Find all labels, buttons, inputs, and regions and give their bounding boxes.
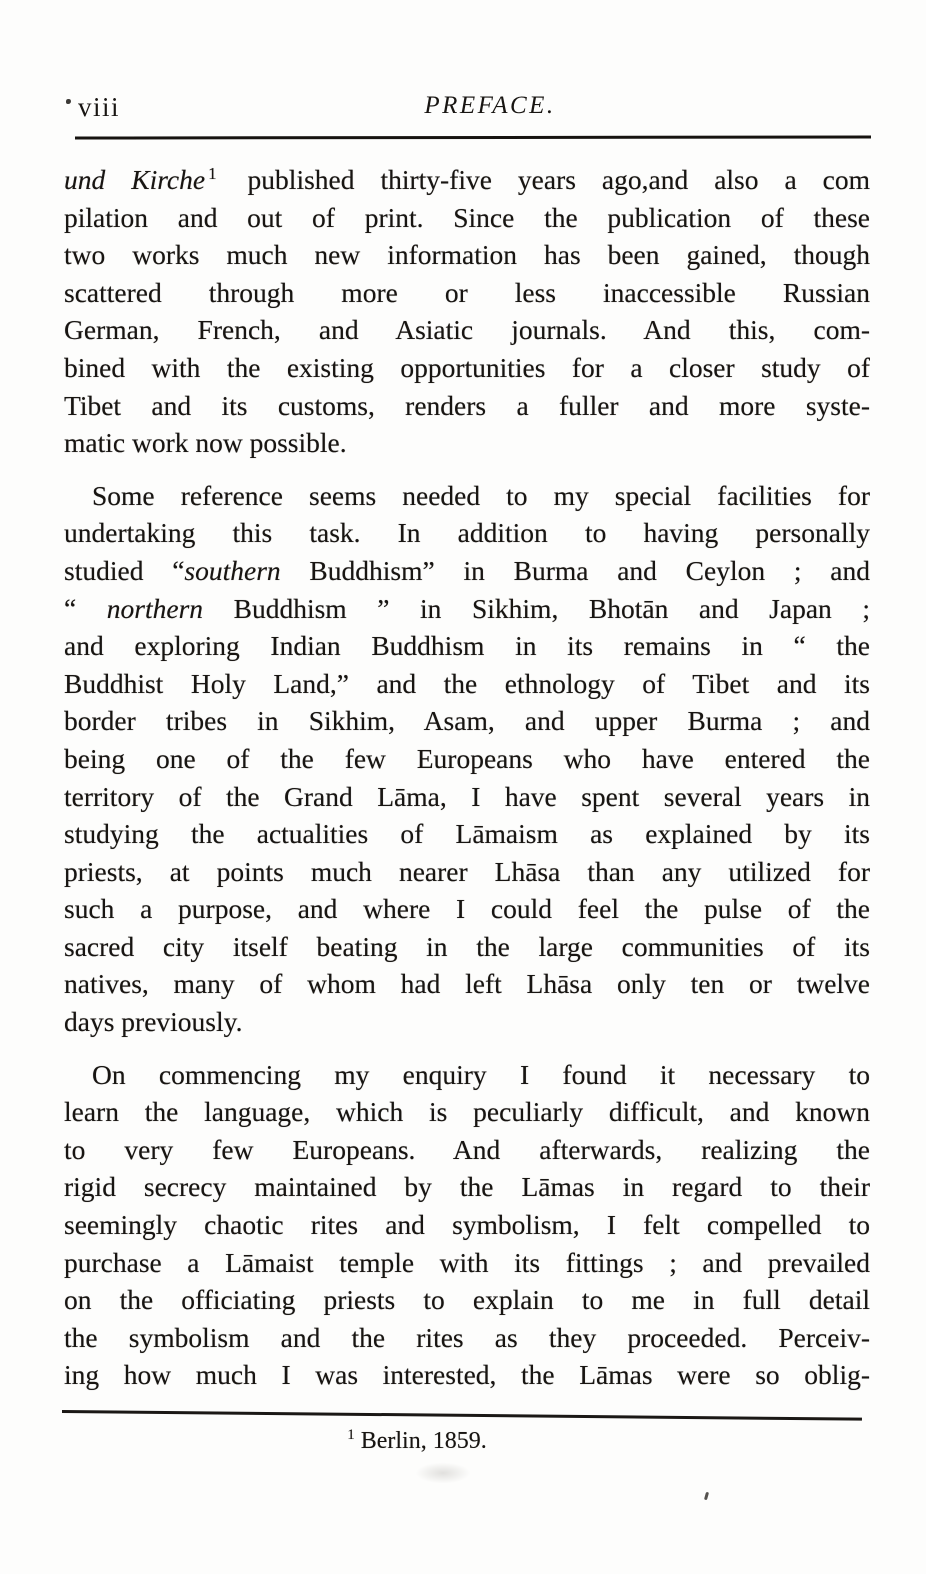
footnote	[14, 1428, 820, 1455]
text-line: natives, many of whom had left Lhāsa only ten or twelve	[64, 968, 870, 1000]
text-line: priests, at points much nearer Lhāsa than any utilized for	[64, 855, 870, 887]
text-line: territory of the Grand Lāma, I have spent several years in	[64, 780, 870, 812]
text-line: bined with the existing opportunities for a closer study of	[64, 351, 870, 383]
text-line: being one of the few Europeans who have entered the	[64, 742, 870, 774]
text-line: Tibet and its customs, renders a fuller and more syste-	[64, 389, 870, 421]
text-line: ing how much I was interested, the Lāmas were so oblig-	[64, 1359, 870, 1391]
footnote-text: Berlin, 1859.	[360, 1428, 487, 1454]
paragraph	[64, 477, 870, 1041]
text-line: Buddhist Holy Land,” and the ethnology of Tibet and its	[64, 667, 870, 699]
text-line: und Kirche $^1$ published thirty-five years ago,and also a com	[64, 163, 870, 195]
text-line: border tribes in Sikhim, Asam, and upper Burma ; and	[64, 705, 870, 737]
text-block	[64, 161, 870, 1394]
text-line: two works much new information has been gained, though	[64, 239, 870, 271]
footnote-marker: 1	[347, 1427, 355, 1443]
text-line: purchase a Lāmaist temple with its fittings ; and prevailed	[64, 1246, 870, 1278]
text-line: on the officiating priests to explain to me in full detail	[64, 1284, 870, 1316]
scan-smudge	[404, 1458, 482, 1488]
page-title: PREFACE.	[424, 92, 556, 119]
text-line: and exploring Indian Buddhism in its remains in “ the	[64, 630, 870, 662]
text-line: German, French, and Asiatic journals. And this, com-	[64, 314, 870, 346]
page-number: viii	[78, 92, 121, 122]
text-line: sacred city itself beating in the large communities of its	[64, 930, 870, 962]
text-line: to very few Europeans. And afterwards, realizing the	[64, 1133, 870, 1165]
text-line: studying the actualities of Lāmaism as explained by its	[64, 818, 870, 850]
text-line: such a purpose, and where I could feel the pulse of the	[64, 893, 870, 925]
scan-speck	[704, 1492, 709, 1501]
text-line: On commencing my enquiry I found it necessary to	[92, 1058, 870, 1090]
text-line: learn the language, which is peculiarly difficult, and known	[64, 1096, 870, 1128]
text-line: Some reference seems needed to my special facilities for	[92, 479, 870, 511]
text-line: “ northern Buddhism ” in Sikhim, Bhotān and Japan ;	[64, 592, 870, 624]
header-rule	[75, 135, 871, 139]
text-line: undertaking this task. In addition to having personally	[64, 517, 870, 549]
running-header	[64, 92, 870, 126]
footnote-rule	[62, 1410, 862, 1421]
text-line: seemingly chaotic rites and symbolism, I felt compelled to	[64, 1209, 870, 1241]
scan-speck	[66, 99, 71, 104]
paragraph	[64, 161, 870, 462]
text-line: pilation and out of print. Since the publication of these	[64, 201, 870, 233]
text-line: studied “southern Buddhism” in Burma and Ceylon ; and	[64, 554, 870, 586]
text-line: rigid secrecy maintained by the Lāmas in regard to their	[64, 1171, 870, 1203]
paragraph	[64, 1056, 870, 1394]
text-line: scattered through more or less inaccessible Russian	[64, 276, 870, 308]
text-line: matic work now possible.	[64, 427, 347, 459]
text-line: days previously.	[64, 1006, 243, 1038]
text-line: the symbolism and the rites as they proceeded. Perceiv-	[64, 1321, 870, 1353]
